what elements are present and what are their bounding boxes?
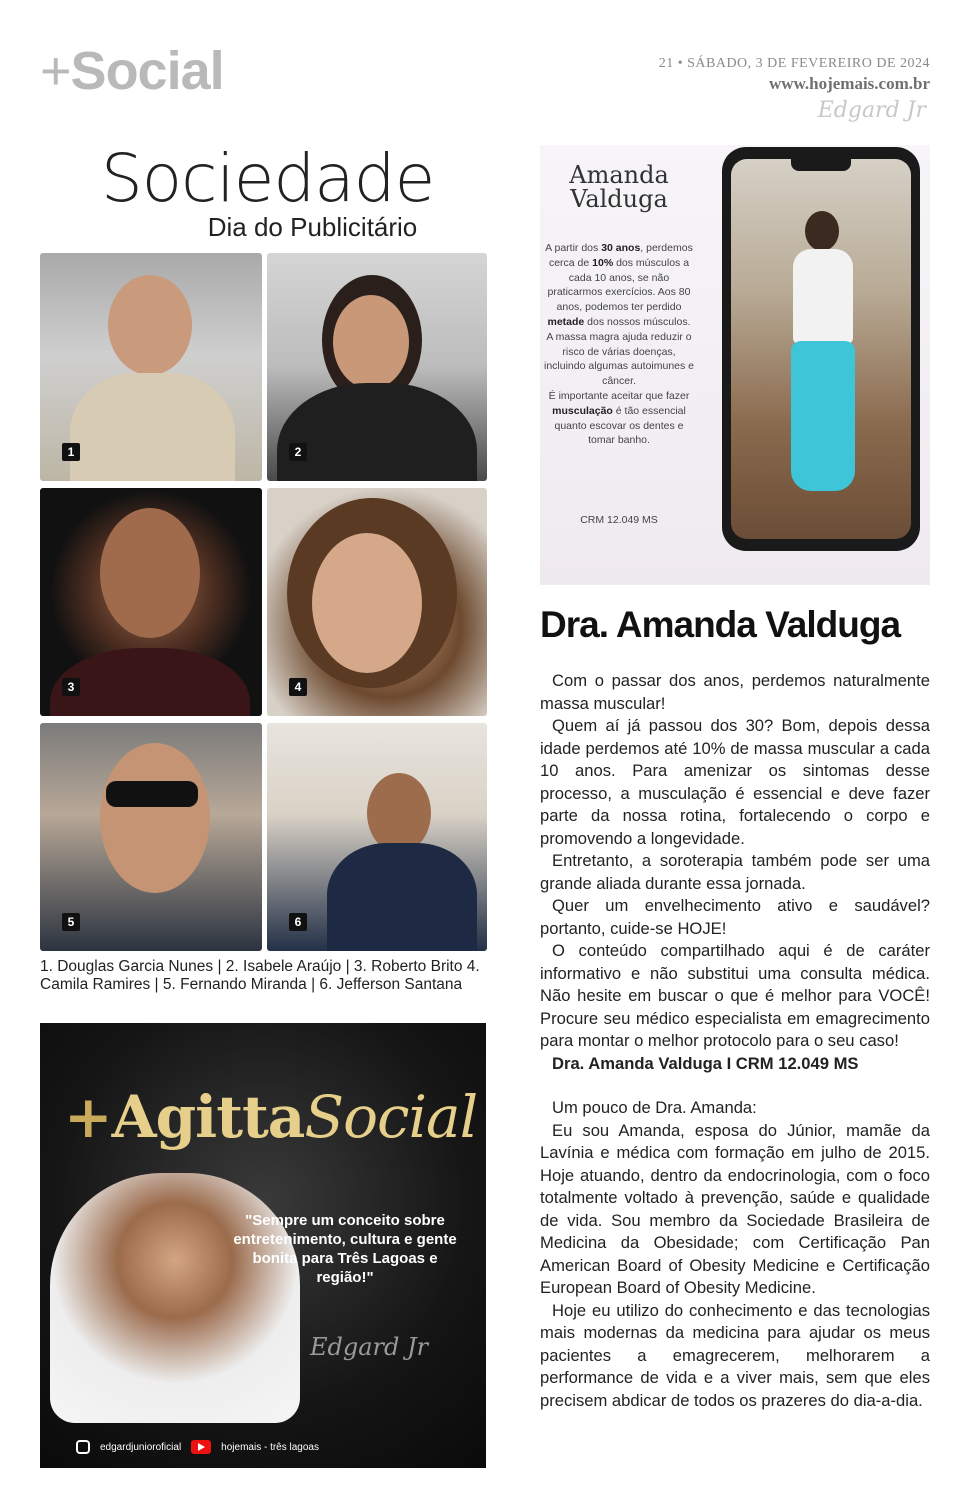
columnist-signature: Edgard Jr <box>817 98 926 123</box>
ad-logo-plus: + <box>64 1083 112 1151</box>
banner-text-part: , perdemos cerca de <box>548 242 693 269</box>
photo-captions: 1. Douglas Garcia Nunes | 2. Isabele Araújo | 3. Roberto Brito 4. Camila Ramires | 5. Fernando Miranda | 6. Jefferson Santana <box>40 958 480 993</box>
banner-text-part: dos nossos músculos. <box>584 315 691 328</box>
portrait-face <box>100 743 210 893</box>
photo-1 <box>40 253 262 481</box>
portrait-body <box>327 843 477 951</box>
portrait-face <box>100 508 200 638</box>
banner-text-part: dos músculos a cada 10 anos, se não praticarmos exercícios. Aos 80 anos, podemos ter perdido <box>547 256 691 314</box>
article-paragraph: Com o passar dos anos, perdemos naturalmente massa muscular! <box>540 671 930 713</box>
banner-text-part: A massa magra ajuda reduzir o risco de várias doenças, incluindo algumas autoimunes e câncer. <box>544 330 695 388</box>
article-paragraph: Quer um envelhecimento ativo e saudável? portanto, cuide-se HOJE! <box>540 896 930 938</box>
runner-head <box>805 211 839 251</box>
phone-screen <box>731 159 911 539</box>
phone-notch <box>791 159 851 171</box>
article-body <box>540 670 930 1412</box>
runner-top <box>793 249 853 344</box>
section-title: Sociedade <box>100 140 435 217</box>
portrait-body <box>277 383 477 481</box>
photo-4 <box>267 488 487 716</box>
photo-number: 6 <box>289 913 307 931</box>
amanda-valduga-banner <box>540 145 930 585</box>
ad-footer <box>40 1440 486 1454</box>
article-spacer <box>540 1075 930 1097</box>
article-paragraph: Quem aí já passou dos 30? Bom, depois dessa idade perdemos até 10% de massa muscular a cada 10 anos. Para amenizar os sintomas desse processo, a musculação é essencial e deve fazer parte da nossa rotina, fortalecendo o corpo e promovendo a longevidade. <box>540 716 930 848</box>
banner-text-bold: 30 anos <box>601 242 641 254</box>
sunglasses <box>106 781 198 807</box>
portrait-face <box>367 773 431 853</box>
page-meta <box>659 56 930 94</box>
banner-title-line1: Amanda <box>569 161 669 189</box>
photo-number: 5 <box>62 913 80 931</box>
portrait-face <box>108 275 192 375</box>
portrait-body <box>70 373 235 481</box>
article-paragraph: Entretanto, a soroterapia também pode ser uma grande aliada durante essa jornada. <box>540 851 930 893</box>
brand-plus: + <box>40 41 71 101</box>
photo-number: 4 <box>289 678 307 696</box>
ad-signature: Edgard Jr <box>310 1333 429 1361</box>
phone-mockup <box>722 147 920 551</box>
bio-paragraph: Hoje eu utilizo do conhecimento e das tecnologias mais modernas da medicina para ajudar os meus pacientes a emagrecerem, melhorarem a performance de vida e a viver mais, sem que eles precisem abdicar de todos os prazeres do dia-a-dia. <box>540 1300 930 1410</box>
photo-number: 2 <box>289 443 307 461</box>
portrait-face <box>333 295 409 389</box>
banner-crm: CRM 12.049 MS <box>580 514 658 526</box>
ad-quote: "Sempre um conceito sobre entretenimento, cultura e gente bonita para Três Lagoas e região!" <box>233 1212 457 1286</box>
banner-text-part: É importante aceitar que fazer <box>548 389 690 402</box>
portrait-body <box>50 648 250 716</box>
photo-number: 3 <box>62 678 80 696</box>
photo-number: 1 <box>62 443 80 461</box>
youtube-channel[interactable]: hojemais - três lagoas <box>221 1441 319 1453</box>
article-title: Dra. Amanda Valduga <box>540 604 901 645</box>
photo-6 <box>267 723 487 951</box>
instagram-handle[interactable]: edgardjunioroficial <box>100 1441 182 1453</box>
photo-2 <box>267 253 487 481</box>
site-url[interactable]: www.hojemais.com.br <box>768 74 930 93</box>
page-date: 21 • SÁBADO, 3 DE FEVEREIRO DE 2024 <box>658 56 930 71</box>
youtube-icon <box>191 1440 211 1454</box>
banner-text-part: A partir dos <box>545 242 602 254</box>
photo-5 <box>40 723 262 951</box>
article-paragraph: O conteúdo compartilhado aqui é de caráter informativo e não substitui uma consulta médica. Não hesite em buscar o que é melhor para VOCÊ! Procure seu médico especialista em emagrecimento para montar o melhor protocolo para o seu caso! <box>540 941 930 1050</box>
agitta-social-ad[interactable] <box>40 1023 486 1468</box>
section-subtitle: Dia do Publicitário <box>207 212 418 242</box>
banner-text-part: é tão essencial quanto escovar os dentes e tomar banho. <box>554 404 686 447</box>
ad-logo <box>64 1083 477 1151</box>
instagram-icon <box>76 1440 90 1454</box>
banner-text-bold: metade <box>547 315 585 328</box>
ad-logo-main: Agitta <box>111 1083 305 1151</box>
banner-title <box>554 163 684 211</box>
photo-3 <box>40 488 262 716</box>
section-brand <box>40 40 224 102</box>
ad-logo-script: Social <box>304 1083 478 1151</box>
article-signature: Dra. Amanda Valduga I CRM 12.049 MS <box>552 1053 859 1073</box>
bio-paragraph: Eu sou Amanda, esposa do Júnior, mamãe da Lavínia e médica com formação em julho de 2015. Hoje atuando, dentro da endocrinologia, com o foco totalmente voltado à prevenção, saúde e qualidade de vida. Sou membro da Sociedade Brasileira de Medicina da Obesidade; com Certificação Pan American Board of Obesity Medicine e Certificação European Board of Obesity Medicine. <box>540 1120 930 1297</box>
banner-title-line2: Valduga <box>570 185 668 213</box>
runner-legs <box>791 341 855 491</box>
banner-text-bold: musculação <box>552 404 613 417</box>
bio-heading: Um pouco de Dra. Amanda: <box>552 1098 757 1117</box>
banner-text-bold: 10% <box>592 256 614 269</box>
brand-name: Social <box>70 41 224 101</box>
portrait-face <box>312 533 422 673</box>
banner-text <box>544 241 694 448</box>
